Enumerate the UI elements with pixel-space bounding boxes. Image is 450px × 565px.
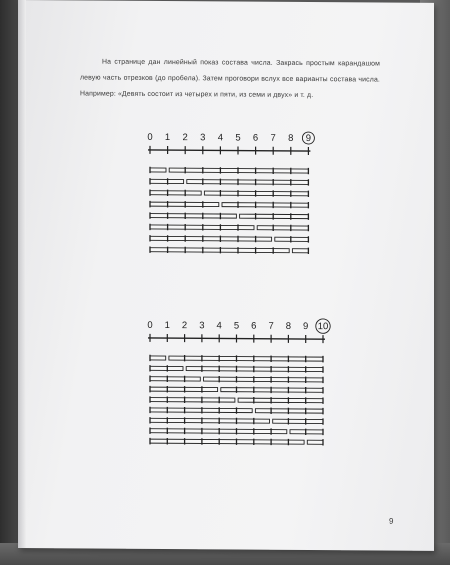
scale-number: 7 bbox=[270, 132, 276, 144]
segment-left-part bbox=[150, 202, 219, 206]
scale-number: 0 bbox=[147, 319, 153, 331]
segment-row bbox=[150, 396, 323, 404]
scale-number: 3 bbox=[199, 320, 205, 332]
scale-number: 5 bbox=[235, 132, 241, 144]
segment-right-part bbox=[257, 226, 308, 230]
scale-number: 8 bbox=[285, 320, 292, 332]
segment-right-part bbox=[307, 440, 323, 444]
scale-number: 8 bbox=[288, 132, 294, 144]
workbook-page bbox=[18, 0, 434, 551]
segment-row bbox=[150, 212, 308, 220]
segment-row bbox=[150, 365, 323, 373]
scale-number: 1 bbox=[164, 132, 171, 144]
segment-row bbox=[150, 190, 308, 198]
segment-right-part bbox=[290, 430, 323, 434]
segment-right-part bbox=[275, 237, 309, 241]
scale-number: 2 bbox=[181, 320, 188, 332]
number-line bbox=[148, 150, 310, 151]
scale-number: 7 bbox=[268, 320, 274, 332]
segment-left-part bbox=[150, 429, 287, 434]
scale-number: 9 bbox=[303, 320, 309, 333]
segment-row bbox=[150, 224, 308, 232]
segment-left-part bbox=[150, 168, 166, 172]
segment-row bbox=[150, 386, 323, 394]
segment-right-part bbox=[292, 249, 308, 253]
scale-number: 4 bbox=[217, 132, 224, 144]
segment-right-part bbox=[222, 203, 308, 208]
segment-row bbox=[150, 438, 323, 446]
scale-number: 1 bbox=[164, 320, 170, 332]
segment-row bbox=[150, 247, 308, 255]
segment-left-part bbox=[150, 398, 235, 403]
scale-number: 0 bbox=[147, 131, 153, 143]
segment-row bbox=[150, 428, 323, 436]
segment-left-part bbox=[150, 179, 184, 183]
instructions-text: На странице дан линейный показ состава числа. Закрась простым карандашом левую часть отрезков (до пробела). Затем проговори вслух все варианты состава числа. Например: «Девять состоит из четырех и пяти, из семи и двух» и т. д. bbox=[80, 58, 380, 100]
segment-left-part bbox=[150, 366, 183, 370]
scale-number: 9 bbox=[305, 133, 312, 145]
segment-left-part bbox=[150, 377, 200, 381]
scale-number: 3 bbox=[200, 132, 206, 144]
segment-row bbox=[150, 235, 308, 243]
scale-number: 10 bbox=[317, 321, 329, 333]
segment-right-part bbox=[255, 409, 323, 413]
segment-right-part bbox=[273, 419, 323, 423]
segment-right-part bbox=[186, 367, 323, 372]
segment-row bbox=[150, 376, 323, 384]
segment-left-part bbox=[150, 356, 166, 360]
scale-number: 2 bbox=[182, 132, 188, 144]
segment-row bbox=[150, 167, 308, 175]
segment-left-part bbox=[150, 191, 201, 195]
segment-row bbox=[150, 355, 323, 363]
segment-row bbox=[150, 407, 323, 415]
scale-number: 4 bbox=[216, 320, 222, 332]
segment-left-part bbox=[150, 439, 304, 444]
segment-right-part bbox=[169, 356, 323, 361]
segment-right-part bbox=[238, 398, 323, 403]
segment-right-part bbox=[240, 214, 309, 218]
segment-left-part bbox=[150, 387, 218, 391]
segment-row bbox=[150, 178, 308, 186]
page-number: 9 bbox=[389, 516, 394, 526]
scale-number: 6 bbox=[252, 132, 259, 144]
scale-number: 5 bbox=[233, 320, 240, 332]
exercise-number-10 bbox=[128, 313, 338, 474]
scale-number: 6 bbox=[251, 320, 257, 332]
segment-right-part bbox=[169, 168, 308, 173]
segment-row bbox=[150, 201, 308, 209]
segment-row bbox=[150, 417, 323, 425]
segment-left-part bbox=[150, 248, 289, 253]
segment-left-part bbox=[150, 214, 236, 219]
exercise-number-9 bbox=[128, 125, 318, 266]
